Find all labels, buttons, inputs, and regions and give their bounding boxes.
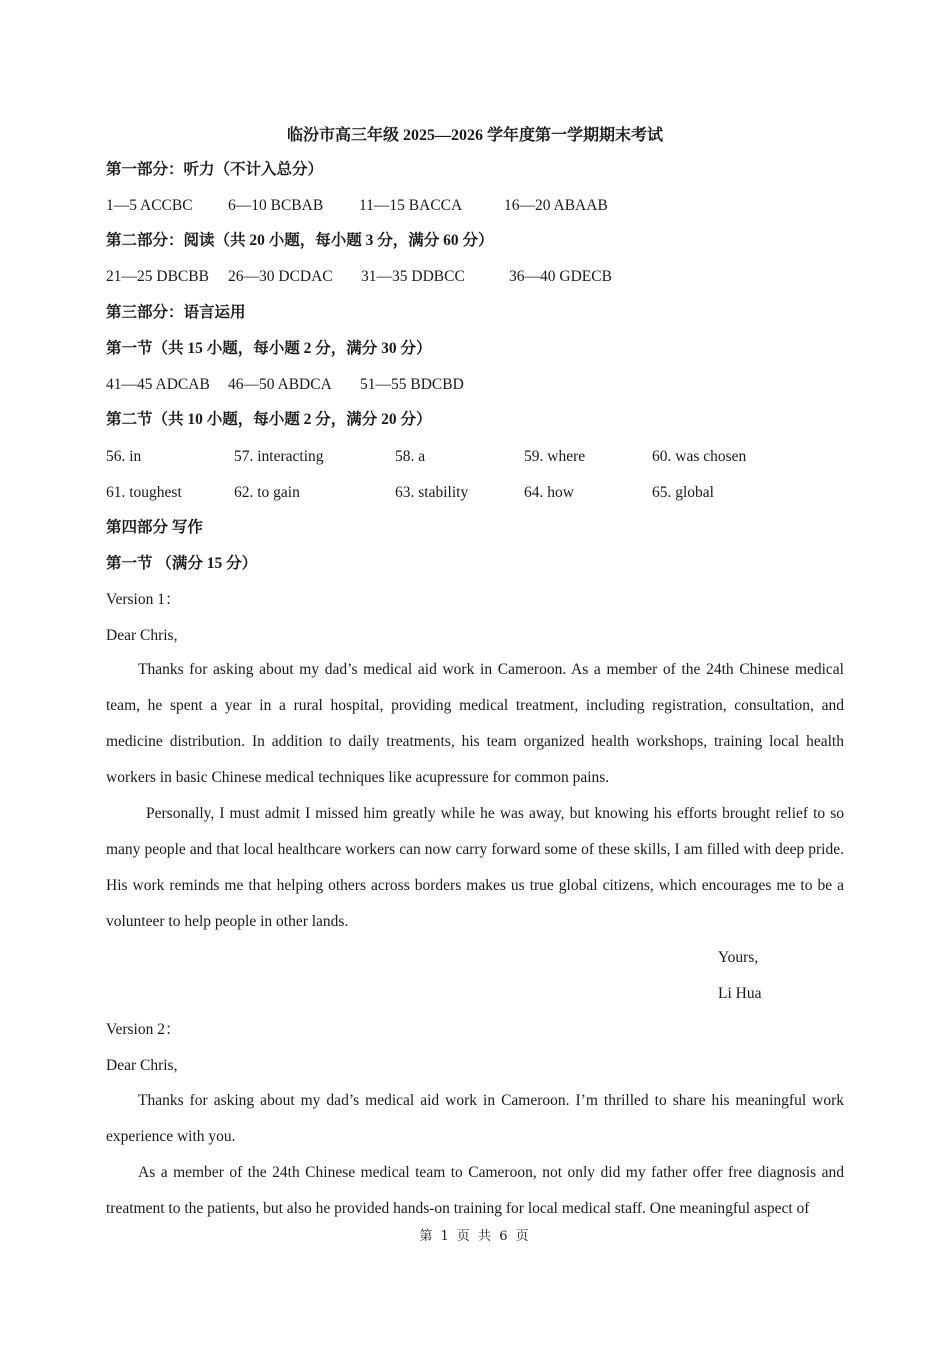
answer-group: 46—50 ABDCA [228,376,332,393]
fill-answer: 57. interacting [234,448,324,465]
version2-paragraph-2: As a member of the 24th Chinese medical team to Cameroon, not only did my father offer free diagnosis and treatment to the patients, but also he provided hands-on training for local medical staff. One meaningful aspect of [106,1164,844,1217]
fill-answer: 64. how [524,484,574,501]
page-number-footer: 第 1 页 共 6 页 [419,1229,531,1244]
fill-answer: 58. a [395,448,426,465]
answer-group: 31—35 DDBCC [361,268,465,285]
answer-group: 16—20 ABAAB [504,197,608,214]
version1-paragraph-1: Thanks for asking about my dad’s medical aid work in Cameroon. As a member of the 24th Chinese medical team, he spent a year in a rural hospital, providing medical treatment, including registration, consultation, and medicine distribution. In addition to daily treatments, his team organized health workshops, training local health workers in basic Chinese medical techniques like acupressure for common pains. [106,661,844,786]
fill-answer: 59. where [524,448,586,465]
part3-section2-heading: 第二节（共 10 小题，每小题 2 分，满分 20 分） [106,411,432,428]
part1-heading: 第一部分：听力（不计入总分） [106,161,324,178]
fill-answer: 62. to gain [234,484,300,501]
answer-group: 11—15 BACCA [359,197,463,214]
version1-signature: Li Hua [718,985,762,1002]
answer-group: 1—5 ACCBC [106,197,193,214]
version2-label: Version 2： [106,1021,181,1038]
part4-section1-heading: 第一节 （满分 15 分） [106,555,258,572]
fill-answer: 63. stability [395,484,469,501]
answer-group: 36—40 GDECB [509,268,612,285]
part3-section1-heading: 第一节（共 15 小题，每小题 2 分，满分 30 分） [106,340,432,357]
part4-heading: 第四部分 写作 [106,519,203,536]
version1-label: Version 1： [106,591,181,608]
answer-key-page [106,0,844,1345]
fill-answer: 56. in [106,448,142,465]
fill-answer: 65. global [652,484,714,501]
fill-answer: 61. toughest [106,484,182,501]
version1-closing: Yours, [718,949,759,966]
answer-group: 51—55 BDCBD [360,376,464,393]
version2-paragraph-1: Thanks for asking about my dad’s medical aid work in Cameroon. I’m thrilled to share his meaningful work experience with you. [106,1092,844,1145]
version2-salutation: Dear Chris, [106,1057,178,1074]
part2-heading: 第二部分：阅读（共 20 小题，每小题 3 分，满分 60 分） [106,232,494,249]
answer-group: 6—10 BCBAB [228,197,324,214]
answer-group: 21—25 DBCBB [106,268,209,285]
answer-group: 26—30 DCDAC [228,268,333,285]
fill-answer: 60. was chosen [652,448,747,465]
page-title: 临汾市高三年级 2025—2026 学年度第一学期期末考试 [286,127,663,144]
version1-paragraph-2: Personally, I must admit I missed him greatly while he was away, but knowing his efforts brought relief to so many people and that local healthcare workers can now carry forward some of these skills, I am filled with deep pride. His work reminds me that helping others across borders makes us true global citizens, which encourages me to be a volunteer to help people in other lands. [106,805,844,930]
part3-heading: 第三部分：语言运用 [106,304,246,321]
version1-salutation: Dear Chris, [106,627,178,644]
answer-group: 41—45 ADCAB [106,376,210,393]
